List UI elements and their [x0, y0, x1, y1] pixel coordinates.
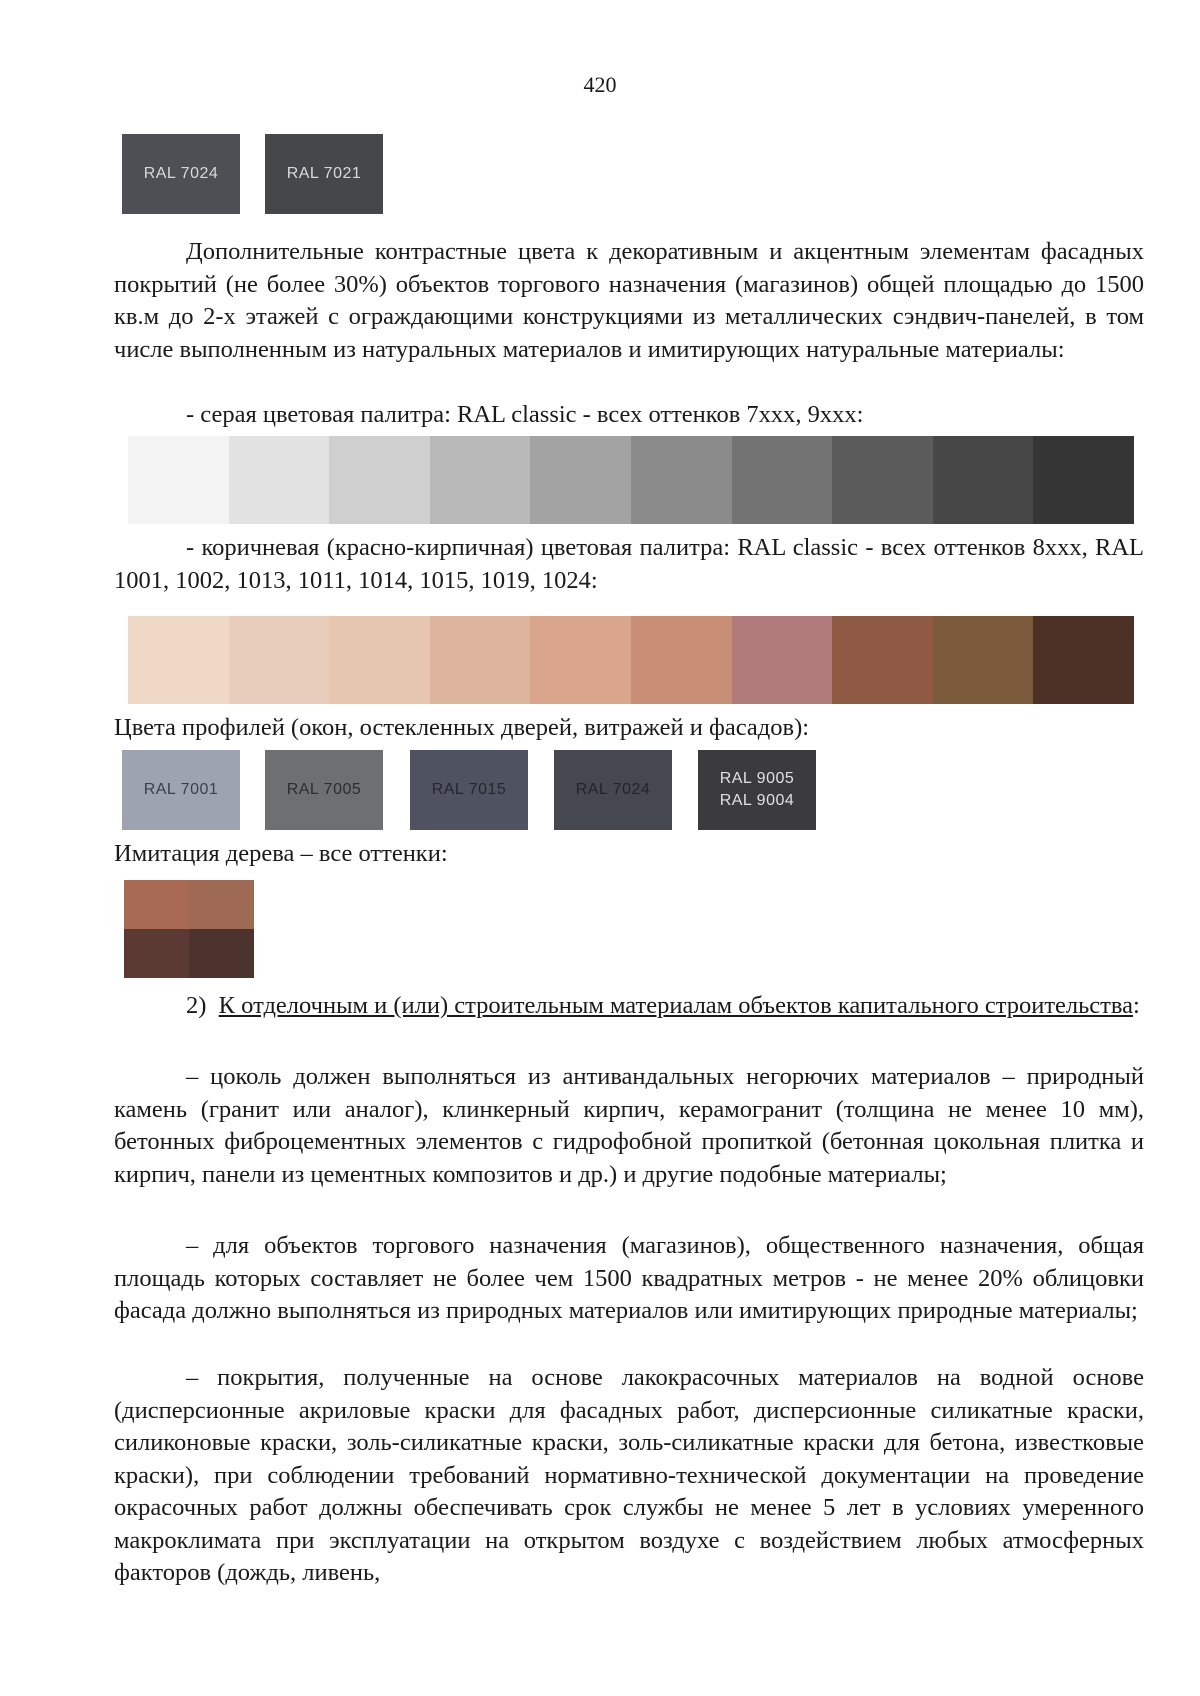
gray-shade-7	[732, 436, 833, 524]
bullet-facade-cladding: – для объектов торгового назначения (магазинов), общественного назначения, общая площадь которых составляет не более чем 1500 квадратных метров - не менее 20% облицовки фасада должно выполняться из природных материалов или имитирующих природные материалы;	[114, 1232, 1144, 1324]
gray-palette-strip	[128, 436, 1134, 524]
wood-tile-3	[124, 929, 189, 978]
gray-shade-6	[631, 436, 732, 524]
gray-palette-line: - серая цветовая палитра: RAL classic - всех оттенков 7ххх, 9ххх:	[186, 401, 864, 428]
gray-shade-1	[128, 436, 229, 524]
swatch-label-line1: RAL 9005	[719, 770, 795, 787]
brown-shade-7	[732, 616, 833, 704]
wood-tile-1	[124, 880, 189, 929]
gray-shade-5	[530, 436, 631, 524]
brown-shade-6	[631, 616, 732, 704]
section-colon: :	[1133, 992, 1140, 1019]
gray-shade-9	[933, 436, 1034, 524]
brown-palette-text: - коричневая (красно-кирпичная) цветовая палитра: RAL classic - всех оттенков 8ххх, RAL 1001, 1002, 1013, 1011, 1014, 1015, 1019, 1024:	[114, 534, 1144, 594]
brown-shade-5	[530, 616, 631, 704]
brown-shade-10	[1033, 616, 1134, 704]
brown-shade-8	[832, 616, 933, 704]
brown-shade-1	[128, 616, 229, 704]
wood-imitation-swatch	[124, 880, 254, 978]
swatch-ral-7021: RAL 7021	[265, 134, 383, 214]
swatch-ral-7024: RAL 7024	[554, 750, 672, 830]
swatch-ral-7005: RAL 7005	[265, 750, 383, 830]
wood-tile-4	[189, 929, 254, 978]
brown-shade-3	[329, 616, 430, 704]
brown-palette-strip	[128, 616, 1134, 704]
bullet-plinth: – цоколь должен выполняться из антивандальных негорючих материалов – природный камень (гранит или аналог), клинкерный кирпич, керамогранит (толщина не менее 10 мм), бетонных фиброцементных элементов с гидрофобной пропиткой (бетонная цокольная плитка и кирпич, панели из цементных композитов и др.) и другие подобные материалы;	[114, 1063, 1144, 1188]
swatch-ral-9005-9004	[698, 750, 816, 830]
section-title: К отделочным и (или) строительным материалам объектов капитального строительства	[218, 992, 1133, 1019]
section-2-heading	[114, 990, 1144, 1023]
swatch-ral-7015: RAL 7015	[410, 750, 528, 830]
wood-heading: Имитация дерева – все оттенки:	[114, 840, 448, 867]
gray-shade-3	[329, 436, 430, 524]
wood-tile-2	[189, 880, 254, 929]
brown-shade-2	[229, 616, 330, 704]
section-number: 2)	[186, 992, 207, 1019]
profiles-heading: Цвета профилей (окон, остекленных дверей, витражей и фасадов):	[114, 714, 810, 741]
swatch-ral-7001: RAL 7001	[122, 750, 240, 830]
swatch-label-line2: RAL 9004	[719, 792, 795, 809]
gray-shade-8	[832, 436, 933, 524]
gray-shade-2	[229, 436, 330, 524]
gray-shade-4	[430, 436, 531, 524]
paragraph-contrast-colors: Дополнительные контрастные цвета к декоративным и акцентным элементам фасадных покрытий (не более 30%) объектов торгового назначения (магазинов) общей площадью до 1500 кв.м до 2-х этажей с ограждающими конструкциями из металлических сэндвич-панелей, в том числе выполненным из натуральных материалов и имитирующих натуральные материалы:	[114, 238, 1144, 363]
brown-shade-9	[933, 616, 1034, 704]
gray-shade-10	[1033, 436, 1134, 524]
page-number: 420	[583, 72, 617, 97]
bullet-paint-coatings: – покрытия, полученные на основе лакокрасочных материалов на водной основе (дисперсионные акриловые краски для фасадных работ, дисперсионные силикатные краски, силиконовые краски, золь-силикатные краски, золь-силикатные краски для бетона, известковые краски), при соблюдении требований нормативно-технической документации на проведение окрасочных работ должны обеспечивать срок службы не менее 5 лет в условиях умеренного макроклимата при эксплуатации на открытом воздухе с воздействием любых атмосферных факторов (дождь, ливень,	[114, 1364, 1144, 1586]
swatch-ral-7024: RAL 7024	[122, 134, 240, 214]
brown-shade-4	[430, 616, 531, 704]
